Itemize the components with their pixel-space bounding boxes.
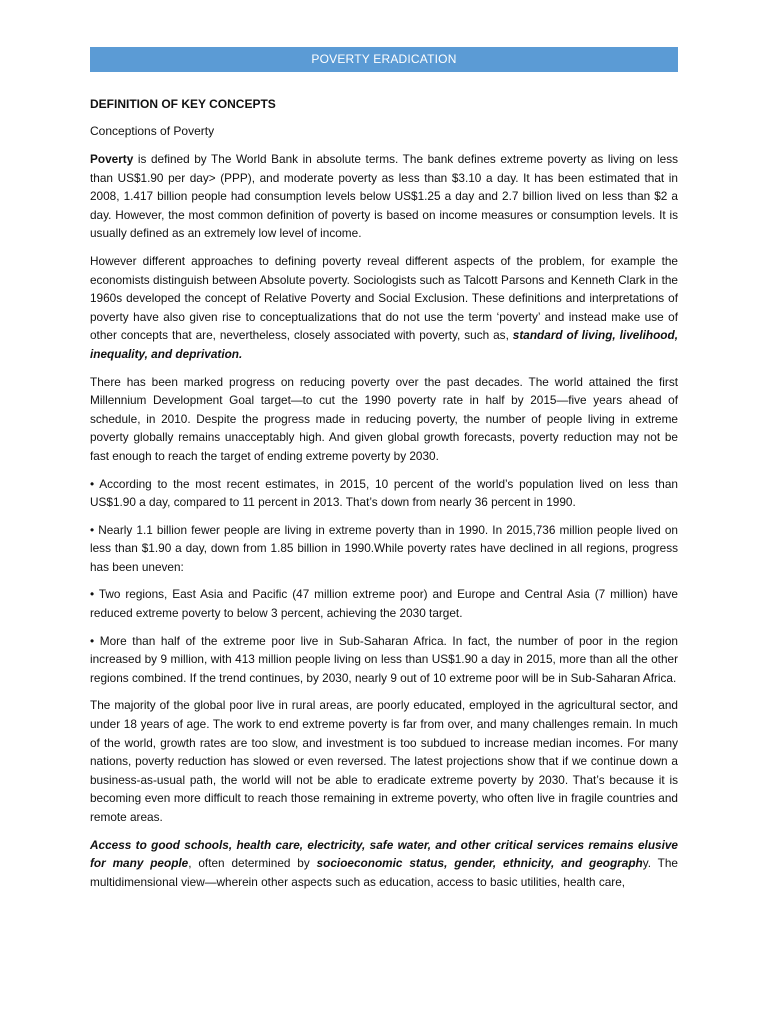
bullet-item: • According to the most recent estimates, in 2015, 10 percent of the world’s population lived on less than US$1.90 a day, compared to 11 percent in 2013. That’s down from nearly 36 percent in 1990. bbox=[90, 476, 678, 510]
subsection-heading: Conceptions of Poverty bbox=[90, 124, 215, 138]
section-heading: DEFINITION OF KEY CONCEPTS bbox=[90, 97, 276, 111]
paragraph-text: y. The multidimensional view—wherein other aspects such as education, access to basic utilities, health care, bbox=[90, 856, 678, 889]
paragraph-progress: There has been marked progress on reducing poverty over the past decades. The world attained the first Millennium Development Goal target—to cut the 1990 poverty rate in half by 2015—five years ahead of schedule, in 2010. Despite the progress made in reducing poverty, the number of people living in extreme poverty globally remains unacceptably high. And given global growth forecasts, poverty reduction may not be fast enough to reach the target of ending extreme poverty by 2030. bbox=[90, 374, 678, 463]
paragraph-text: , often determined by bbox=[188, 856, 317, 871]
bullet-item: • Nearly 1.1 billion fewer people are living in extreme poverty than in 1990. In 2015,736 million people lived on less than $1.90 a day, down from 1.85 billion in 1990.While poverty rates have declined in all regions, progress has been uneven: bbox=[90, 522, 678, 574]
term-poverty: Poverty bbox=[90, 152, 134, 166]
paragraph-text: is defined by The World Bank in absolute terms. The bank defines extreme poverty as living on less than US$1.90 per day> (PPP), and moderate poverty as less than $3.10 a day. It has been estimated that in 2008, 1.417 billion people had consumption levels below US$1.25 a day and 2.7 billion lived on less than $2 a day. However, the most common definition of poverty is based on income measures or consumption levels. It is usually defined as an extremely low level of income. bbox=[90, 152, 678, 241]
paragraph-approaches bbox=[90, 252, 678, 364]
emphasis-text: standard of living, livelihood, inequality, and deprivation. bbox=[90, 328, 678, 361]
paragraph-access bbox=[90, 836, 678, 892]
emphasis-text: socioeconomic status, gender, ethnicity, and geograph bbox=[316, 856, 643, 871]
emphasis-text: Access to good schools, health care, electricity, safe water, and other critical services remains elusive for many people bbox=[90, 837, 678, 871]
paragraph-global-poor: The majority of the global poor live in rural areas, are poorly educated, employed in the agricultural sector, and under 18 years of age. The work to end extreme poverty is far from over, and many challenges remain. In much of the world, growth rates are too slow, and investment is too subdued to increase median incomes. For many nations, poverty reduction has slowed or even reversed. The latest projections show that if we continue down a business-as-usual path, the world will not be able to eradicate extreme poverty by 2030. That’s because it is becoming even more difficult to reach those remaining in extreme poverty, who often live in fragile countries and remote areas. bbox=[90, 698, 678, 824]
bullet-item: • More than half of the extreme poor live in Sub-Saharan Africa. In fact, the number of poor in the region increased by 9 million, with 413 million people living on less than US$1.90 a day in 2015, more than all the other regions combined. If the trend continues, by 2030, nearly 9 out of 10 extreme poor will be in Sub-Saharan Africa. bbox=[90, 633, 678, 685]
paragraph-poverty-definition bbox=[90, 150, 678, 243]
section-banner: POVERTY ERADICATION bbox=[90, 47, 678, 72]
bullet-item: • Two regions, East Asia and Pacific (47 million extreme poor) and Europe and Central Asia (7 million) have reduced extreme poverty to below 3 percent, achieving the 2030 target. bbox=[90, 587, 678, 621]
document-page bbox=[90, 47, 678, 900]
paragraph-text: However different approaches to defining poverty reveal different aspects of the problem, for example the economists distinguish between Absolute poverty. Sociologists such as Talcott Parsons and Kenneth Clark in the 1960s developed the concept of Relative Poverty and Social Exclusion. These definitions and interpretations of poverty have also given rise to conceptualizations that do not use the term ‘poverty’ and instead make use of other concepts that are, nevertheless, closely associated with poverty, such as, bbox=[90, 253, 678, 343]
